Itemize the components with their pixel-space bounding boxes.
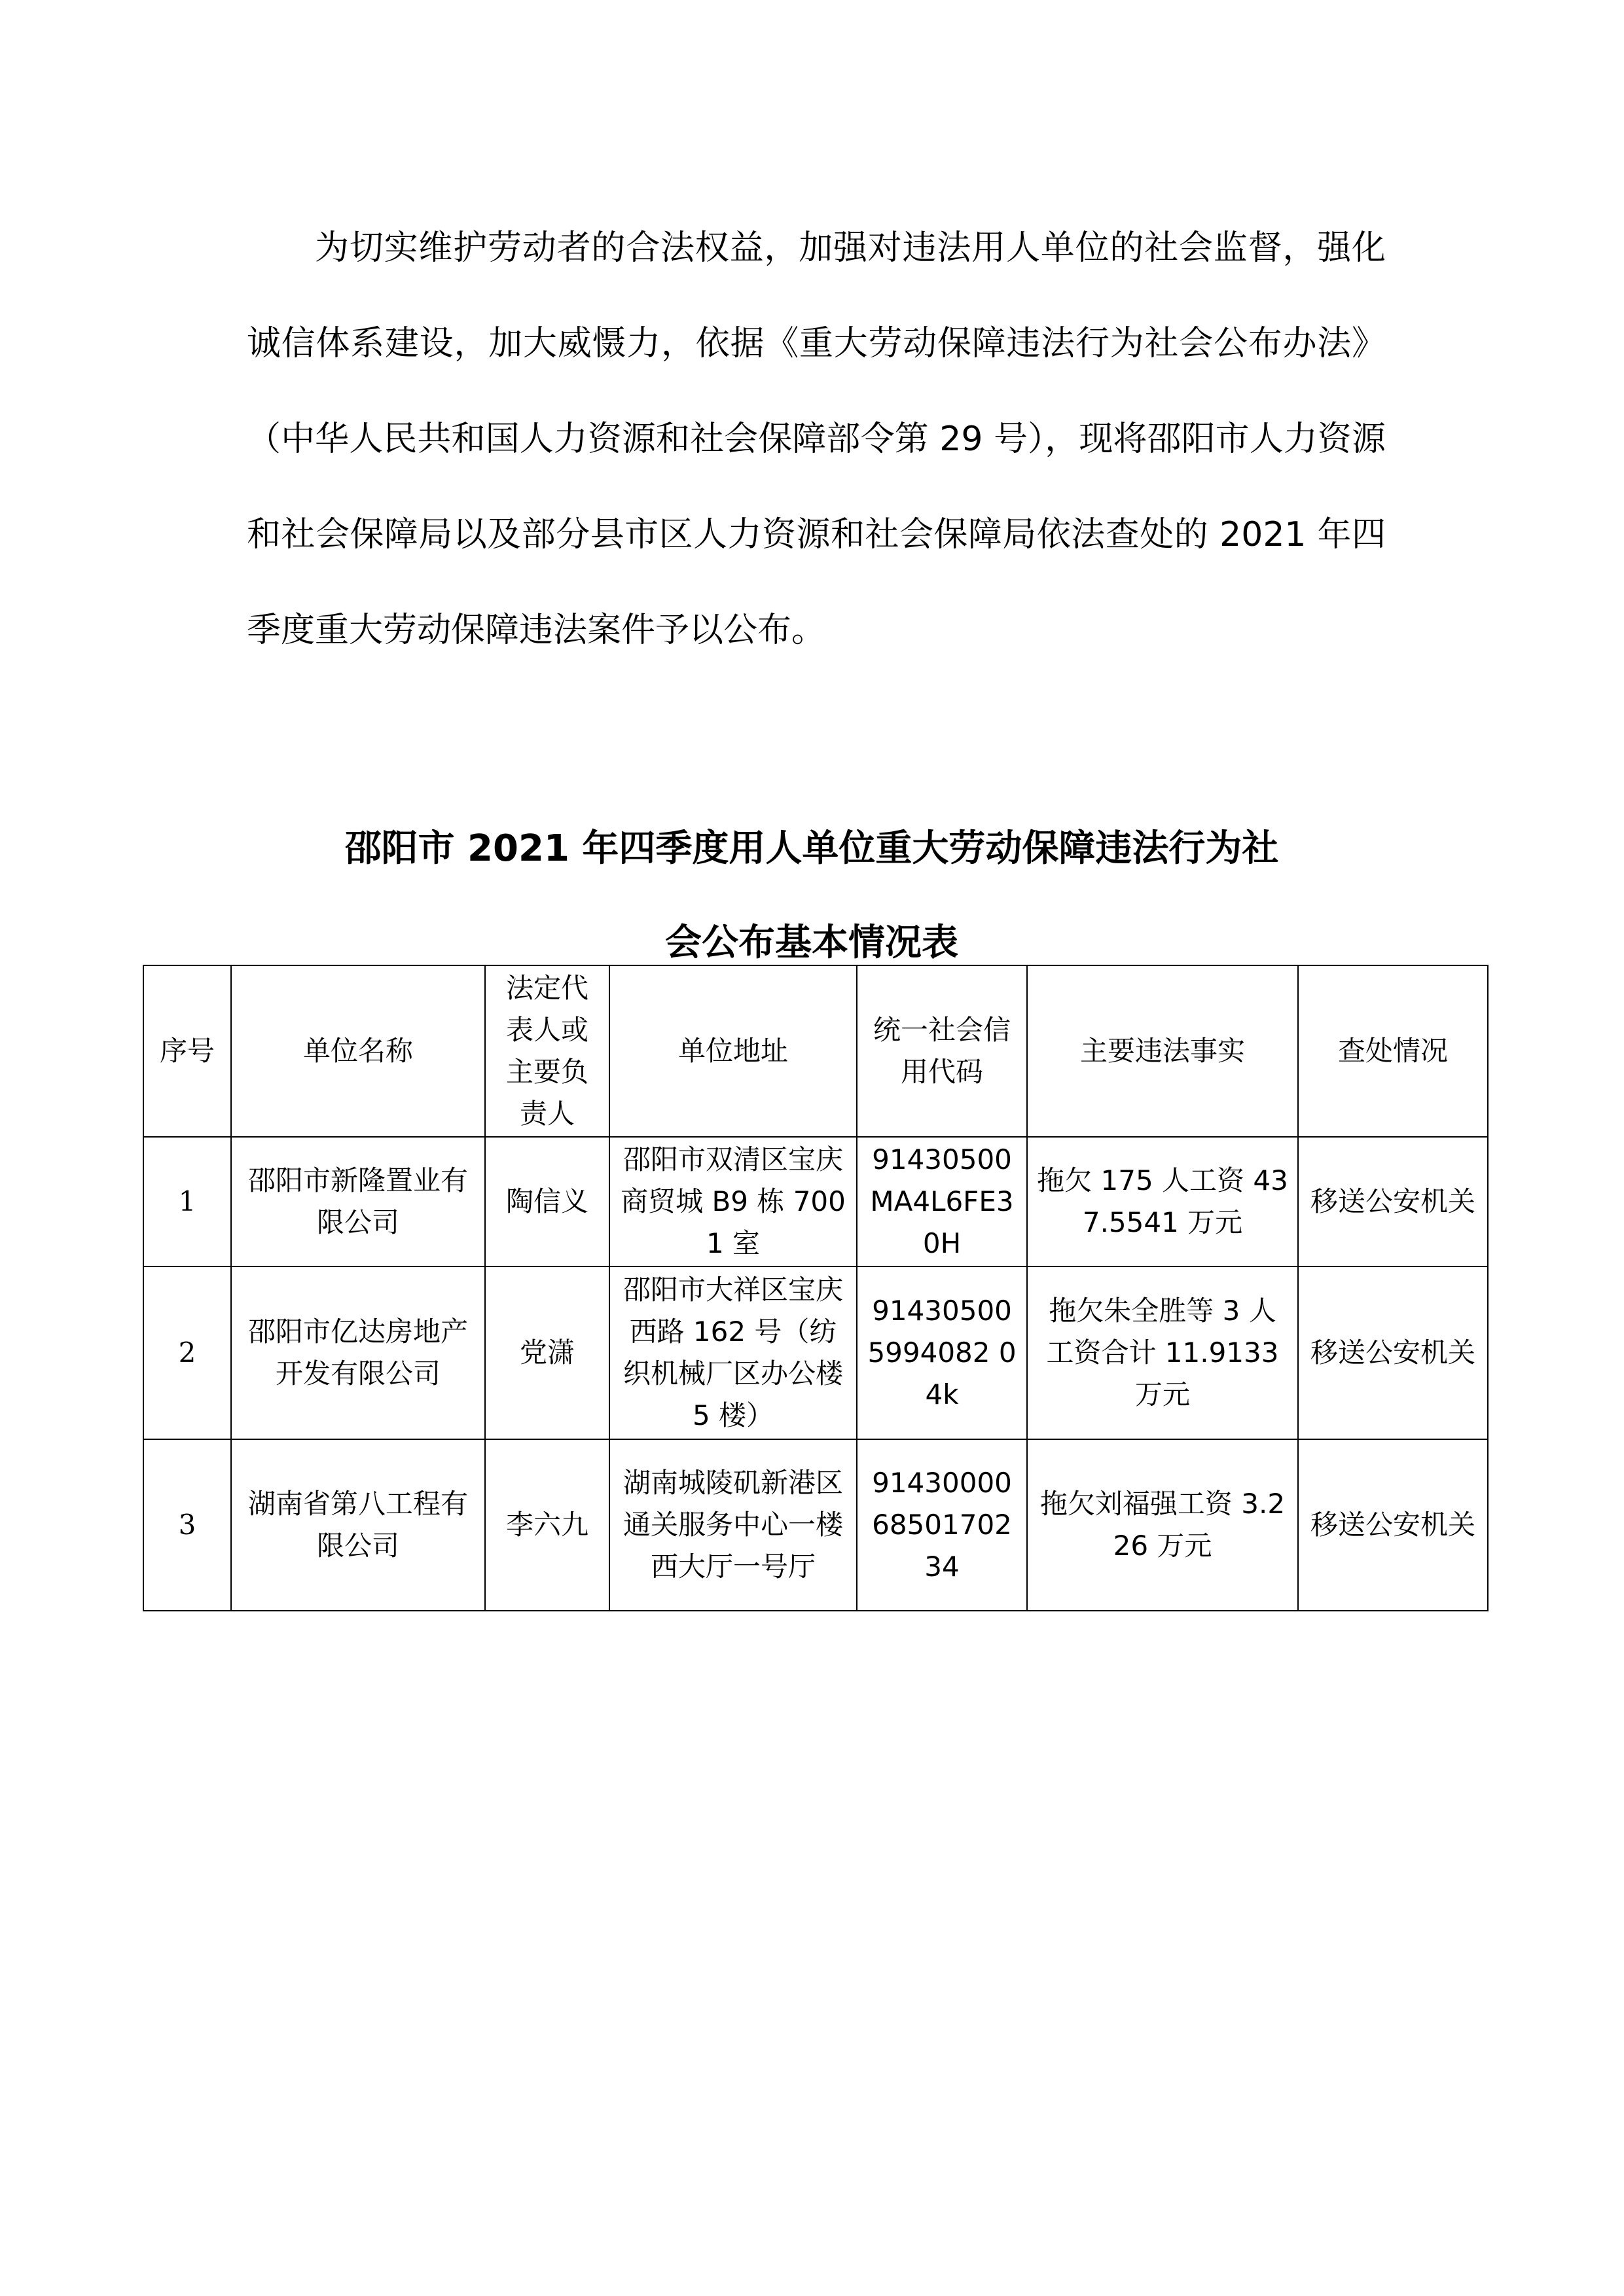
table-row <box>143 1266 1488 1439</box>
header-code: 统一社会信用代码 <box>857 965 1027 1137</box>
table-title-line2: 会公布基本情况表 <box>665 922 958 964</box>
cell-rep: 党潇 <box>485 1266 609 1439</box>
cell-seq: 3 <box>143 1439 231 1611</box>
cell-handling: 移送公安机关 <box>1298 1439 1488 1611</box>
cell-rep: 陶信义 <box>485 1137 609 1266</box>
table-title <box>196 802 1427 990</box>
table-row <box>143 1137 1488 1266</box>
table-header-row <box>143 965 1488 1137</box>
cell-handling: 移送公安机关 <box>1298 1266 1488 1439</box>
cell-name: 湖南省第八工程有限公司 <box>231 1439 485 1611</box>
cell-address: 湖南城陵矶新港区通关服务中心一楼西大厅一号厅 <box>609 1439 857 1611</box>
table-row <box>143 1439 1488 1611</box>
cell-rep: 李六九 <box>485 1439 609 1611</box>
cell-facts: 拖欠刘福强工资 3.226 万元 <box>1027 1439 1298 1611</box>
cell-code: 914300006850170234 <box>857 1439 1027 1611</box>
cell-seq: 1 <box>143 1137 231 1266</box>
cell-facts: 拖欠 175 人工资 437.5541 万元 <box>1027 1137 1298 1266</box>
header-rep: 法定代表人或主要负责人 <box>485 965 609 1137</box>
cell-name: 邵阳市新隆置业有限公司 <box>231 1137 485 1266</box>
header-facts: 主要违法事实 <box>1027 965 1298 1137</box>
cell-handling: 移送公安机关 <box>1298 1137 1488 1266</box>
cell-address: 邵阳市大祥区宝庆西路 162 号（纺织机械厂区办公楼 5 楼） <box>609 1266 857 1439</box>
header-seq: 序号 <box>143 965 231 1137</box>
violations-table <box>143 965 1489 1611</box>
header-handling: 查处情况 <box>1298 965 1488 1137</box>
cell-address: 邵阳市双清区宝庆商贸城 B9 栋 7001 室 <box>609 1137 857 1266</box>
cell-code: 914305005994082 04k <box>857 1266 1027 1439</box>
header-name: 单位名称 <box>231 965 485 1137</box>
cell-code: 91430500MA4L6FE30H <box>857 1137 1027 1266</box>
cell-facts: 拖欠朱全胜等 3 人工资合计 11.9133 万元 <box>1027 1266 1298 1439</box>
cell-name: 邵阳市亿达房地产开发有限公司 <box>231 1266 485 1439</box>
intro-paragraph: 为切实维护劳动者的合法权益，加强对违法用人单位的社会监督，强化诚信体系建设，加大威慑力，依据《重大劳动保障违法行为社会公布办法》（中华人民共和国人力资源和社会保障部令第 29 号），现将邵阳市人力资源和社会保障局以及部分县市区人力资源和社会保障局依法查处的 2021 年四季度重大劳动保障违法案件予以公布。 <box>247 228 1386 650</box>
cell-seq: 2 <box>143 1266 231 1439</box>
table-title-line1: 邵阳市 2021 年四季度用人单位重大劳动保障违法行为社 <box>344 827 1279 870</box>
header-address: 单位地址 <box>609 965 857 1137</box>
